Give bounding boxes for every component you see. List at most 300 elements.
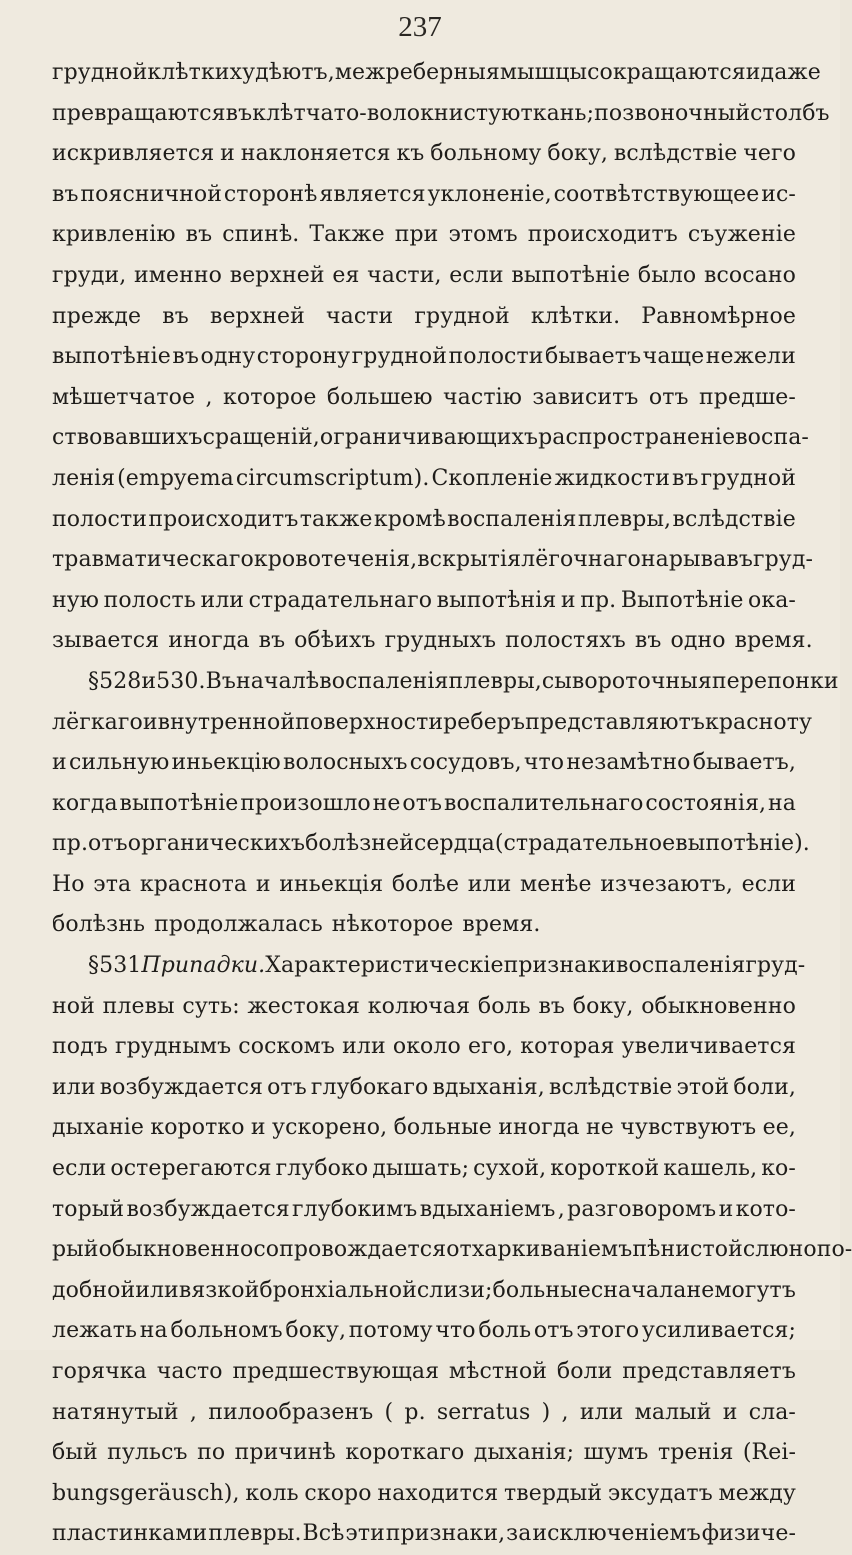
word: тренія	[657, 1440, 734, 1466]
word: одну	[200, 344, 256, 370]
word: иногда	[498, 1115, 580, 1141]
word: менѣе	[520, 871, 592, 897]
word: въ	[185, 222, 213, 248]
word: предшествующая	[232, 1359, 440, 1384]
word: )	[541, 1399, 551, 1425]
word: и	[255, 871, 271, 897]
word: произошло	[240, 790, 371, 816]
word: мѣшетчатое	[52, 384, 196, 410]
word: §	[88, 953, 100, 979]
word: скоро	[304, 1480, 372, 1506]
word: воспаленія	[616, 953, 746, 979]
word: или	[579, 1399, 624, 1425]
word: и	[220, 141, 235, 167]
word: добной	[52, 1277, 136, 1303]
word: сердца	[413, 831, 495, 857]
word: натянутый	[52, 1399, 179, 1425]
word: §	[88, 668, 100, 694]
word: коротко	[150, 1115, 245, 1141]
word: глубоко	[275, 1156, 369, 1182]
word: которая	[520, 1034, 615, 1060]
word: сопровождается	[253, 1237, 447, 1263]
word: боль	[477, 993, 531, 1019]
word: въ	[162, 303, 189, 329]
word: торый	[52, 1196, 125, 1222]
word: клѣтки.	[530, 303, 621, 329]
word: шумъ	[583, 1440, 649, 1466]
word: больные	[393, 1115, 492, 1141]
text-line	[52, 905, 796, 946]
word: пульсъ	[107, 1440, 188, 1466]
word: 530.	[156, 668, 206, 694]
word: въ	[671, 465, 699, 491]
word: прежде	[52, 303, 142, 329]
word: глубокаго	[310, 1074, 429, 1100]
word: вслѣдствіе	[672, 506, 796, 532]
word: этомъ	[448, 222, 518, 248]
word: глубокимъ	[292, 1196, 418, 1222]
word: боли,	[733, 1074, 796, 1100]
word: потому	[348, 1318, 433, 1344]
word: боку,	[572, 993, 634, 1019]
word: болѣзней	[305, 831, 414, 857]
word: верхней	[229, 262, 325, 288]
word: воспа-	[735, 425, 809, 451]
word: ея	[332, 262, 360, 288]
word: боку,	[547, 141, 609, 167]
word: красноту	[704, 709, 813, 735]
word: 531	[99, 953, 142, 979]
word: въ	[726, 547, 753, 573]
word: слизи;	[416, 1277, 493, 1303]
word: пластинками	[52, 1521, 208, 1547]
word: боли	[556, 1359, 613, 1384]
word: выпотѣніе).	[675, 831, 810, 857]
word: ,	[189, 1399, 197, 1425]
word: бый	[52, 1440, 98, 1466]
word: ограничивающихъ	[319, 425, 539, 451]
word: признаки,	[385, 1521, 506, 1547]
text-line	[52, 1311, 796, 1352]
text-line	[52, 175, 796, 216]
word: иногда	[168, 628, 250, 654]
word: Всѣ	[302, 1521, 345, 1547]
word: и	[250, 1115, 266, 1141]
word: болѣзнь	[52, 912, 146, 938]
word: и	[718, 1196, 734, 1222]
word: частію	[443, 384, 522, 410]
word: изчезаютъ,	[600, 871, 733, 897]
word: (	[384, 1399, 394, 1425]
word: что	[523, 750, 565, 776]
word: время.	[734, 628, 813, 654]
word: отъ	[88, 831, 128, 857]
word: ис-	[761, 181, 796, 207]
text-line	[52, 1352, 796, 1393]
word: могутъ	[714, 1277, 796, 1303]
word: въ	[225, 100, 253, 126]
word: исключеніемъ	[532, 1521, 701, 1547]
word: и	[722, 1399, 738, 1425]
word: пр.	[52, 831, 89, 857]
word: Припадки.	[141, 953, 266, 979]
word: время.	[462, 912, 541, 938]
word: лёгочнаго	[521, 547, 641, 573]
word: кривленію	[52, 222, 176, 248]
word: малый	[634, 1399, 712, 1425]
word: сухой,	[473, 1156, 547, 1182]
word: отхаркиваніемъ	[446, 1237, 633, 1263]
word: сторону	[256, 344, 351, 370]
word: мышцы	[499, 60, 588, 85]
word: circumscriptum).	[235, 465, 430, 491]
word: дыханія;	[473, 1440, 575, 1466]
word: ускорено,	[272, 1115, 388, 1141]
word: пилообразенъ	[208, 1399, 374, 1425]
word: въ	[52, 181, 79, 207]
word: ,	[205, 384, 213, 410]
word: происходитъ	[527, 222, 678, 248]
word: грудной	[52, 60, 148, 85]
word: грудной	[351, 344, 448, 370]
word: полости	[52, 506, 147, 532]
word: боль	[478, 1318, 532, 1344]
word: зависитъ	[532, 384, 639, 410]
word: короткаго	[345, 1440, 465, 1466]
word: Выпотѣніе	[620, 587, 744, 613]
word: и	[560, 587, 576, 613]
word: короткой	[550, 1156, 660, 1182]
word: Равномѣрное	[641, 303, 796, 329]
word: если	[52, 1156, 107, 1182]
word: иньекцію	[171, 750, 281, 776]
text-line	[52, 824, 810, 865]
word: бываетъ	[545, 344, 642, 370]
text-line	[52, 134, 796, 175]
word: жидкости	[554, 465, 670, 491]
word: продолжалась	[154, 912, 323, 938]
word: части,	[367, 262, 442, 288]
word: твердый	[504, 1480, 603, 1506]
text-line	[52, 540, 814, 581]
word: сторонѣ	[223, 181, 318, 207]
word: Характеристическіе	[265, 953, 504, 979]
word: нѣкоторое	[331, 912, 454, 938]
word: кашель,	[663, 1156, 758, 1182]
word: воспаленія	[447, 506, 577, 532]
word: плевры,	[448, 668, 542, 694]
word: спинѣ.	[222, 222, 300, 248]
word: происходитъ	[148, 506, 299, 532]
page-number: 237	[398, 11, 442, 43]
word: физиче-	[701, 1521, 796, 1547]
word: соскомъ	[238, 1034, 335, 1060]
word: вязкой	[178, 1277, 260, 1303]
text-line	[52, 581, 796, 622]
word: не	[686, 1277, 715, 1303]
word: подъ	[52, 1034, 108, 1060]
text-line	[52, 53, 821, 94]
text-line	[52, 215, 796, 256]
word: этого	[576, 1318, 640, 1344]
word: не	[586, 1115, 614, 1141]
text-line	[52, 256, 796, 297]
word: отъ	[402, 790, 443, 816]
word: волосныхъ	[282, 750, 408, 776]
word: Въ	[205, 668, 236, 694]
word: (empyema	[117, 465, 234, 491]
text-line	[52, 459, 796, 500]
word: груди,	[52, 262, 127, 288]
word: этой	[676, 1074, 730, 1100]
word: нарыва	[640, 547, 727, 573]
word: наклоняется	[240, 141, 391, 167]
word: именно	[134, 262, 223, 288]
text-line	[52, 297, 796, 338]
word: незамѣтно	[566, 750, 691, 776]
word: или	[52, 1074, 96, 1100]
word: иньекція	[279, 871, 384, 897]
text-line	[52, 946, 806, 987]
word: воспалительнаго	[443, 790, 644, 816]
word: Но	[52, 871, 85, 897]
word: или	[200, 587, 245, 613]
word: bungsgeräusch),	[52, 1480, 240, 1506]
text-body	[52, 53, 852, 1555]
word: также	[299, 506, 373, 532]
word: сращеній,	[202, 425, 320, 451]
word: ной	[52, 993, 95, 1019]
text-line	[52, 500, 796, 541]
word: реберъ	[443, 709, 526, 735]
word: ную	[52, 587, 100, 613]
word: ленія	[52, 465, 116, 491]
word: если	[741, 871, 796, 897]
word: ,	[561, 1399, 569, 1425]
word: столбъ	[750, 100, 830, 126]
word: эксудатъ	[607, 1480, 713, 1506]
word: мѣстной	[448, 1359, 548, 1384]
text-line	[52, 1393, 796, 1434]
word: выпотѣніе	[511, 262, 631, 288]
word: превращаются	[52, 100, 226, 126]
word: ствовавшихъ	[52, 425, 203, 451]
word: грудной	[414, 303, 510, 329]
word: ее,	[762, 1115, 796, 1141]
word: и	[142, 709, 158, 735]
word: больномъ	[170, 1318, 283, 1344]
word: полость	[103, 587, 196, 613]
word: распространеніе	[538, 425, 736, 451]
word: въ	[258, 628, 286, 654]
word: сосудовъ,	[409, 750, 522, 776]
word: лежать	[52, 1318, 138, 1344]
word: суть:	[182, 993, 240, 1019]
word: сокращаются	[587, 60, 746, 85]
word: признаки	[503, 953, 616, 979]
word: соотвѣтствующее	[553, 181, 760, 207]
word: чаще	[642, 344, 705, 370]
word: Скопленіе	[431, 465, 553, 491]
word: бываетъ,	[692, 750, 796, 776]
word: Также	[309, 222, 385, 248]
word: пѣнистой	[632, 1237, 743, 1263]
word: ,	[557, 1196, 565, 1222]
word: ткань;	[520, 100, 595, 126]
word: его,	[467, 1034, 514, 1060]
word: когда	[52, 790, 118, 816]
word: груднымъ	[114, 1034, 232, 1060]
word: уклоненіе,	[427, 181, 552, 207]
text-line	[52, 865, 796, 906]
text-line	[52, 1190, 796, 1231]
word: въ	[172, 344, 199, 370]
word: или	[135, 1277, 179, 1303]
word: поясничной	[80, 181, 222, 207]
word: выпотѣніе	[52, 344, 171, 370]
word: сла-	[748, 1399, 796, 1425]
word: груд-	[752, 547, 814, 573]
word: горячка	[52, 1359, 147, 1384]
word: ко-	[761, 1156, 796, 1182]
word: около	[392, 1034, 461, 1060]
word: внутренной	[157, 709, 296, 735]
word: части	[326, 303, 394, 329]
word: плевы	[102, 993, 175, 1019]
word: сильную	[68, 750, 170, 776]
word: зывается	[52, 628, 160, 654]
word: представляютъ	[525, 709, 705, 735]
word: колючая	[367, 993, 471, 1019]
word: межреберныя	[334, 60, 500, 85]
word: въ	[538, 993, 566, 1019]
text-line	[52, 703, 813, 744]
word: коль	[245, 1480, 299, 1506]
word: больному	[430, 141, 542, 167]
word: предше-	[699, 384, 796, 410]
text-line	[52, 378, 796, 419]
word: состоянія,	[645, 790, 767, 816]
word: травматическаго	[52, 547, 254, 573]
word: клѣтчато-волокнистую	[252, 100, 521, 126]
word: 528	[99, 668, 142, 694]
word: сначала	[590, 1277, 687, 1303]
word: эта	[93, 871, 132, 897]
word: перепонки	[711, 668, 839, 694]
word: худѣютъ,	[229, 60, 335, 85]
text-line	[52, 784, 796, 825]
word: разговоромъ	[567, 1196, 717, 1222]
word: кровотеченія,	[253, 547, 418, 573]
word: между	[718, 1480, 796, 1506]
word: обыкновенно	[641, 993, 796, 1019]
word: которое	[223, 384, 317, 410]
word: искривляется	[52, 141, 215, 167]
word: возбуждается	[99, 1074, 263, 1100]
word: одно	[670, 628, 726, 654]
word: даже	[760, 60, 821, 85]
text-line	[52, 1108, 796, 1149]
word: эти	[345, 1521, 385, 1547]
word: вдыханіемъ	[419, 1196, 556, 1222]
word: на	[139, 1318, 168, 1344]
word: боку,	[285, 1318, 347, 1344]
word: чего	[743, 141, 796, 167]
word: дышать;	[372, 1156, 470, 1182]
word: съуженіе	[687, 222, 796, 248]
text-line	[52, 1474, 796, 1515]
word: плевры,	[577, 506, 672, 532]
word: было	[637, 262, 697, 288]
word: (Rei-	[742, 1440, 796, 1466]
word: нежели	[705, 344, 796, 370]
word: клѣтки	[147, 60, 230, 85]
word: краснота	[139, 871, 248, 897]
text-line	[52, 1230, 852, 1271]
word: кромѣ	[373, 506, 446, 532]
word: грудныхъ	[384, 628, 497, 654]
word: слюнопо-	[742, 1237, 852, 1263]
word: если	[449, 262, 504, 288]
word: что	[435, 1318, 476, 1344]
word: отъ	[648, 384, 689, 410]
word: возбуждается	[126, 1196, 290, 1222]
word: кото-	[735, 1196, 796, 1222]
text-line	[52, 1433, 796, 1474]
word: плевры.	[208, 1521, 302, 1547]
word: вслѣдствіе	[613, 141, 738, 167]
text-line	[52, 418, 809, 459]
word: за	[506, 1521, 532, 1547]
text-line	[52, 1068, 796, 1109]
word: больные	[492, 1277, 591, 1303]
word: лёгкаго	[52, 709, 143, 735]
word: p.	[404, 1399, 426, 1425]
word: болѣе	[391, 871, 460, 897]
text-line	[52, 987, 796, 1028]
word: при	[394, 222, 439, 248]
word: къ	[396, 141, 425, 167]
word: вдыханія,	[432, 1074, 545, 1100]
word: не	[372, 790, 401, 816]
word: и	[745, 60, 761, 85]
text-line	[52, 337, 796, 378]
word: выпотѣніе	[119, 790, 239, 816]
word: органическихъ	[127, 831, 306, 857]
word: пр.	[580, 587, 617, 613]
word: сывороточныя	[541, 668, 712, 694]
text-line	[52, 662, 839, 703]
word: является	[319, 181, 426, 207]
word: остерегаются	[110, 1156, 272, 1182]
word: (страдательное	[494, 831, 676, 857]
word: отъ	[267, 1074, 307, 1100]
word: представляетъ	[622, 1359, 796, 1384]
text-line	[52, 1149, 796, 1190]
word: вслѣдствіе	[548, 1074, 673, 1100]
word: въ	[634, 628, 662, 654]
text-line	[52, 743, 796, 784]
word: чувствуютъ	[620, 1115, 757, 1141]
word: вскрытія	[417, 547, 522, 573]
word: обыкновенно	[98, 1237, 254, 1263]
word: на	[768, 790, 796, 816]
word: жестокая	[247, 993, 361, 1019]
word: или	[467, 871, 512, 897]
word: и	[52, 750, 67, 776]
word: или	[342, 1034, 386, 1060]
word: позвоночный	[594, 100, 751, 126]
